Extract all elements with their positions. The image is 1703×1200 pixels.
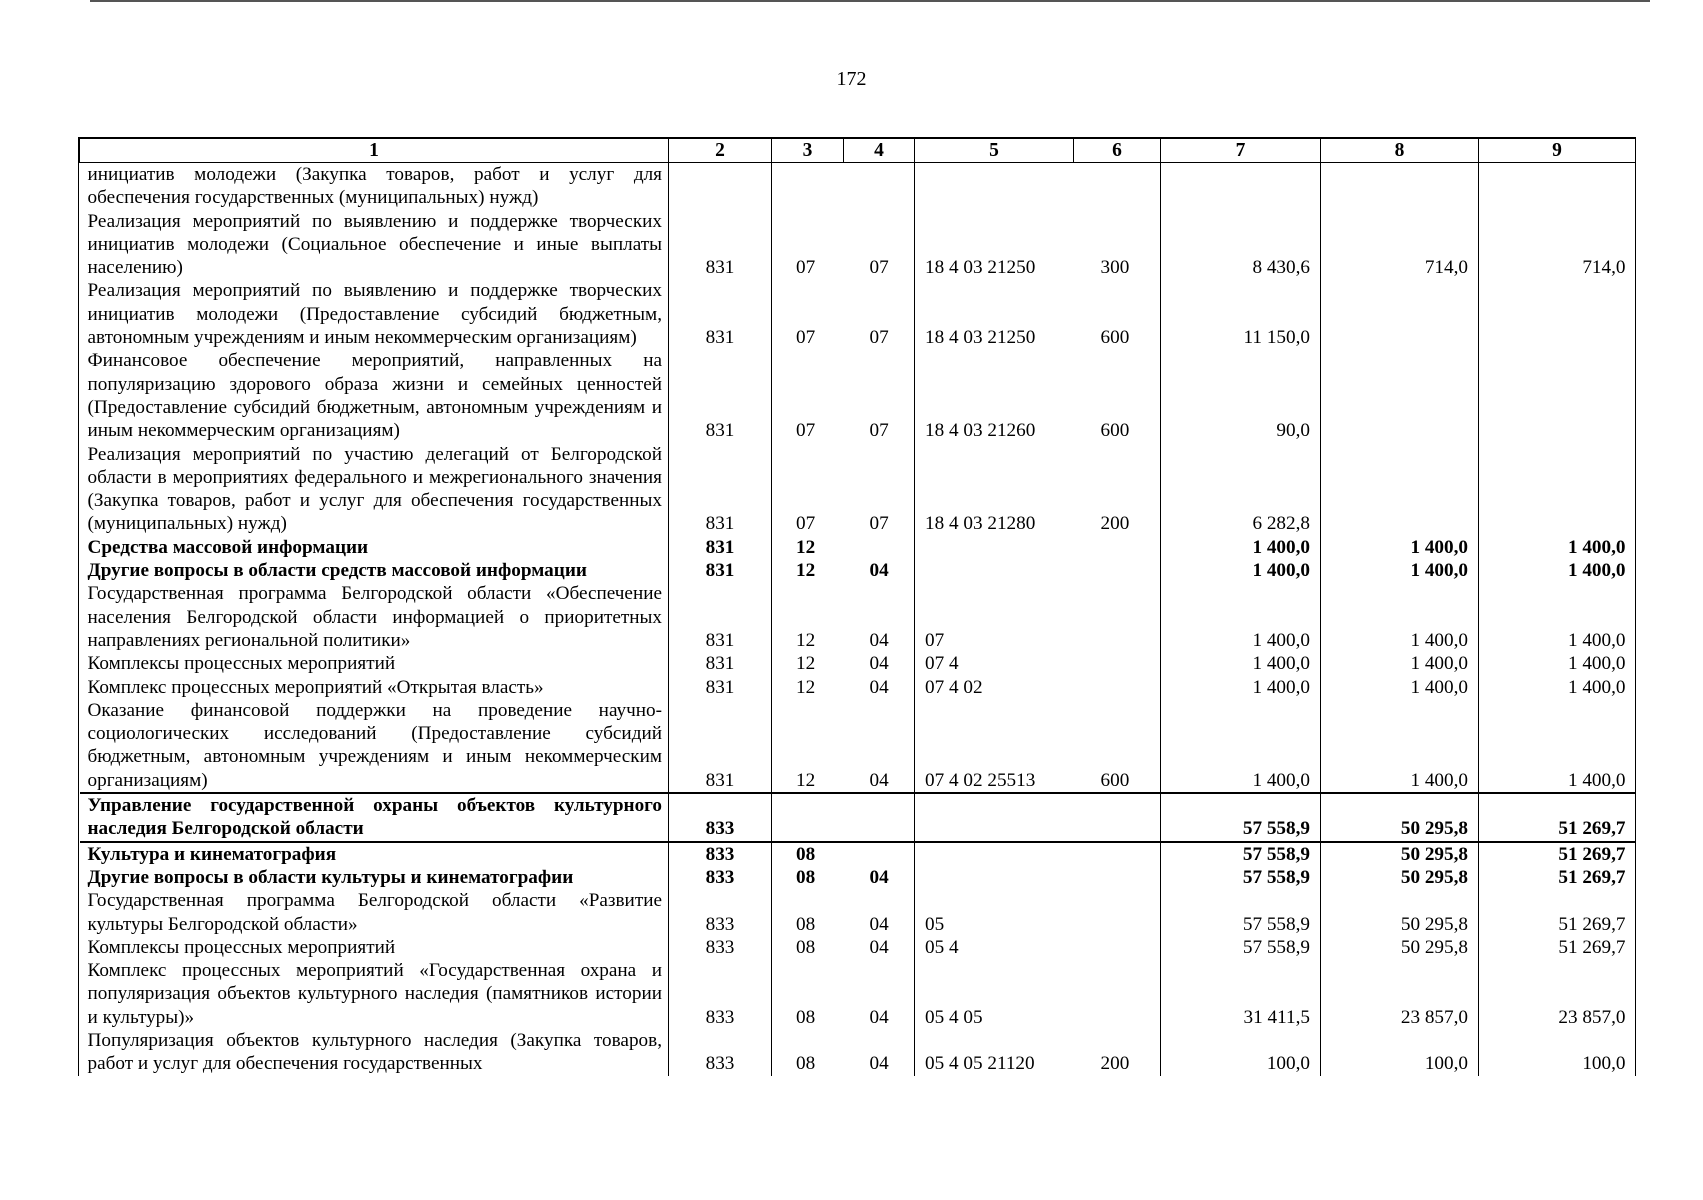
section-code-cell: 12 <box>772 536 844 559</box>
expense-type-code-cell <box>1074 676 1161 699</box>
amount-year-3-cell: 714,0 <box>1479 210 1636 280</box>
expense-type-code-cell <box>1074 889 1161 936</box>
subsection-code-cell: 04 <box>869 560 889 582</box>
table-row <box>80 536 1636 559</box>
amount-year-3-cell: 1 400,0 <box>1479 536 1636 559</box>
amount-year-2-cell: 50 295,8 <box>1321 842 1479 866</box>
target-article-code-cell: 18 4 03 21250 <box>915 210 1074 280</box>
amount-year-3-cell: 1 400,0 <box>1479 652 1636 675</box>
amount-year-3-cell: 51 269,7 <box>1479 866 1636 889</box>
table-row <box>80 279 1636 349</box>
target-article-code-cell: 05 <box>915 889 1074 936</box>
amount-year-1-cell: 6 282,8 <box>1161 443 1321 536</box>
section-code-cell: 12 <box>772 699 844 793</box>
table-row <box>80 163 1636 210</box>
section-code-cell: 07 <box>772 279 844 349</box>
page-number: 172 <box>836 68 867 90</box>
amount-year-3-cell: 51 269,7 <box>1479 842 1636 866</box>
grbs-code-cell: 831 <box>669 349 772 442</box>
amount-year-3-cell: 1 400,0 <box>1479 582 1636 652</box>
top-edge-line <box>90 0 1650 2</box>
amount-year-3-cell: 51 269,7 <box>1479 889 1636 936</box>
target-article-code-cell: 07 4 02 <box>915 676 1074 699</box>
target-article-code-cell: 18 4 03 21250 <box>915 279 1074 349</box>
expense-type-code-cell <box>1074 559 1161 582</box>
amount-year-1-cell: 11 150,0 <box>1161 279 1321 349</box>
table-row <box>80 582 1636 652</box>
section-code-cell: 08 <box>772 866 844 889</box>
amount-year-2-cell: 1 400,0 <box>1321 582 1479 652</box>
amount-year-1-cell: 100,0 <box>1161 1029 1321 1076</box>
amount-year-1-cell <box>1161 163 1321 210</box>
expense-type-code-cell: 200 <box>1100 513 1130 535</box>
section-code-cell: 08 <box>772 1029 844 1076</box>
subsection-code-cell: 04 <box>869 629 889 651</box>
target-article-code-cell: 18 4 03 21280 <box>915 443 1074 536</box>
subsection-code-cell: 07 <box>869 327 889 349</box>
subsection-code-cell <box>844 842 915 866</box>
grbs-code-cell: 831 <box>669 279 772 349</box>
amount-year-1-cell: 57 558,9 <box>1161 866 1321 889</box>
amount-year-3-cell: 51 269,7 <box>1479 793 1636 842</box>
subsection-code-cell: 04 <box>869 913 889 935</box>
grbs-code-cell: 831 <box>669 443 772 536</box>
table-row <box>80 676 1636 699</box>
subsection-code-cell: 07 <box>869 420 889 442</box>
amount-year-2-cell: 50 295,8 <box>1321 936 1479 959</box>
budget-table <box>79 138 1636 1076</box>
expense-type-code-cell: 600 <box>1100 327 1130 349</box>
column-header: 3 <box>772 139 844 163</box>
amount-year-1-cell: 1 400,0 <box>1161 676 1321 699</box>
column-header: 9 <box>1479 139 1636 163</box>
column-header: 2 <box>669 139 772 163</box>
column-number-header <box>80 139 1636 163</box>
table-row <box>80 443 1636 536</box>
section-code-cell: 07 <box>772 443 844 536</box>
subsection-code-cell: 04 <box>869 1053 889 1075</box>
section-code-cell: 08 <box>772 842 844 866</box>
item-name-cell: Реализация мероприятий по участию делегаций от Белгородской области в мероприятиях федерального и межрегионального значения (Закупка товаров, работ и услуг для обеспечения государственных (муниципальных) нужд) <box>87 443 662 535</box>
item-name-cell: Оказание финансовой поддержки на проведение научно-социологических исследований (Предоставление субсидий бюджетным, автономным учреждениям и иным некоммерческим организациям) <box>87 699 662 791</box>
item-name-cell: Популяризация объектов культурного наследия (Закупка товаров, работ и услуг для обеспечения государственных <box>87 1029 662 1075</box>
item-name-cell: инициатив молодежи (Закупка товаров, работ и услуг для обеспечения государственных (муниципальных) нужд) <box>87 164 662 209</box>
item-name-cell: Реализация мероприятий по выявлению и поддержке творческих инициатив молодежи (Предоставление субсидий бюджетным, автономным учреждениям и иным некоммерческим организациям) <box>87 280 662 349</box>
target-article-code-cell <box>915 842 1074 866</box>
grbs-code-cell: 833 <box>669 866 772 889</box>
item-name-cell: Государственная программа Белгородской области «Развитие культуры Белгородской области» <box>87 890 662 935</box>
column-header: 4 <box>844 139 915 163</box>
expense-type-code-cell <box>1074 652 1161 675</box>
grbs-code-cell <box>669 163 772 210</box>
amount-year-1-cell: 90,0 <box>1161 349 1321 442</box>
expense-type-code-cell: 200 <box>1100 1053 1130 1075</box>
amount-year-1-cell: 1 400,0 <box>1161 652 1321 675</box>
section-code-cell: 12 <box>772 582 844 652</box>
grbs-code-cell: 831 <box>669 699 772 793</box>
amount-year-2-cell: 1 400,0 <box>1321 652 1479 675</box>
subsection-code-cell: 07 <box>869 257 889 279</box>
item-name-cell: Управление государственной охраны объектов культурного наследия Белгородской области <box>80 793 669 842</box>
amount-year-3-cell <box>1479 163 1636 210</box>
expense-type-code-cell <box>1074 793 1161 842</box>
section-code-cell: 07 <box>772 210 844 280</box>
subsection-code-cell: 04 <box>869 676 889 698</box>
amount-year-2-cell: 50 295,8 <box>1321 889 1479 936</box>
subsection-code-cell: 04 <box>869 936 889 958</box>
expense-type-code-cell: 300 <box>1100 257 1130 279</box>
amount-year-2-cell: 50 295,8 <box>1321 866 1479 889</box>
expense-type-code-cell <box>1074 866 1161 889</box>
target-article-code-cell: 05 4 05 <box>915 959 1074 1029</box>
amount-year-2-cell <box>1321 163 1479 210</box>
amount-year-2-cell: 1 400,0 <box>1321 676 1479 699</box>
table-row <box>80 1029 1636 1076</box>
section-code-cell: 12 <box>772 676 844 699</box>
expense-type-code-cell <box>1074 536 1161 559</box>
expense-type-code-cell <box>1074 842 1161 866</box>
item-name-cell: Финансовое обеспечение мероприятий, направленных на популяризацию здорового образа жизни и семейных ценностей (Предоставление субсидий бюджетным, автономным учреждениям и иным некоммерческим организациям) <box>87 350 662 442</box>
grbs-code-cell: 833 <box>669 793 772 842</box>
column-header: 8 <box>1321 139 1479 163</box>
table-body <box>80 163 1636 1076</box>
table-row <box>80 936 1636 959</box>
amount-year-2-cell <box>1321 349 1479 442</box>
subsection-code-cell: 04 <box>869 769 889 791</box>
expense-type-code-cell: 600 <box>1100 420 1130 442</box>
grbs-code-cell: 831 <box>669 559 772 582</box>
amount-year-1-cell: 31 411,5 <box>1161 959 1321 1029</box>
target-article-code-cell <box>915 559 1074 582</box>
budget-table-container <box>78 137 1636 1076</box>
target-article-code-cell: 07 <box>915 582 1074 652</box>
target-article-code-cell <box>915 163 1074 210</box>
subsection-code-cell <box>844 536 915 559</box>
amount-year-1-cell: 8 430,6 <box>1161 210 1321 280</box>
amount-year-3-cell <box>1479 349 1636 442</box>
expense-type-code-cell: 600 <box>1100 769 1130 791</box>
section-code-cell: 12 <box>772 652 844 675</box>
amount-year-3-cell: 23 857,0 <box>1479 959 1636 1029</box>
amount-year-1-cell: 1 400,0 <box>1161 699 1321 793</box>
amount-year-3-cell: 51 269,7 <box>1479 936 1636 959</box>
amount-year-1-cell: 57 558,9 <box>1161 793 1321 842</box>
item-name-cell: Комплексы процессных мероприятий <box>87 653 396 675</box>
amount-year-2-cell <box>1321 279 1479 349</box>
grbs-code-cell: 833 <box>669 889 772 936</box>
grbs-code-cell: 831 <box>669 652 772 675</box>
target-article-code-cell: 07 4 <box>915 652 1074 675</box>
section-code-cell: 07 <box>772 349 844 442</box>
grbs-code-cell: 833 <box>669 1029 772 1076</box>
expense-type-code-cell <box>1074 959 1161 1029</box>
section-code-cell: 08 <box>772 936 844 959</box>
subsection-code-cell <box>844 793 915 842</box>
amount-year-2-cell: 1 400,0 <box>1321 536 1479 559</box>
amount-year-1-cell: 57 558,9 <box>1161 889 1321 936</box>
amount-year-2-cell: 1 400,0 <box>1321 559 1479 582</box>
amount-year-1-cell: 1 400,0 <box>1161 582 1321 652</box>
expense-type-code-cell <box>1074 936 1161 959</box>
target-article-code-cell <box>915 866 1074 889</box>
amount-year-3-cell: 1 400,0 <box>1479 559 1636 582</box>
table-row <box>80 349 1636 442</box>
table-row <box>80 210 1636 280</box>
subsection-code-cell: 07 <box>869 513 889 535</box>
target-article-code-cell: 18 4 03 21260 <box>915 349 1074 442</box>
item-name-cell: Комплексы процессных мероприятий <box>87 936 396 958</box>
grbs-code-cell: 831 <box>669 676 772 699</box>
amount-year-2-cell: 23 857,0 <box>1321 959 1479 1029</box>
column-header: 1 <box>80 139 669 163</box>
amount-year-2-cell: 100,0 <box>1321 1029 1479 1076</box>
item-name-cell: Комплекс процессных мероприятий «Открытая власть» <box>87 676 544 698</box>
grbs-code-cell: 831 <box>669 536 772 559</box>
grbs-code-cell: 831 <box>669 210 772 280</box>
column-header: 6 <box>1074 139 1161 163</box>
subsection-code-cell: 04 <box>869 653 889 675</box>
section-code-cell <box>772 163 844 210</box>
grbs-code-cell: 831 <box>669 582 772 652</box>
amount-year-3-cell: 1 400,0 <box>1479 699 1636 793</box>
subsection-code-cell: 04 <box>869 1006 889 1028</box>
target-article-code-cell: 05 4 05 21120 <box>915 1029 1074 1076</box>
target-article-code-cell: 05 4 <box>915 936 1074 959</box>
amount-year-3-cell: 1 400,0 <box>1479 676 1636 699</box>
expense-type-code-cell <box>1074 582 1161 652</box>
amount-year-1-cell: 57 558,9 <box>1161 936 1321 959</box>
table-row <box>80 866 1636 889</box>
amount-year-3-cell <box>1479 443 1636 536</box>
amount-year-3-cell: 100,0 <box>1479 1029 1636 1076</box>
amount-year-1-cell: 1 400,0 <box>1161 559 1321 582</box>
item-name-cell: Другие вопросы в области культуры и кинематографии <box>87 866 574 888</box>
table-row <box>80 842 1636 866</box>
grbs-code-cell: 833 <box>669 842 772 866</box>
section-code-cell: 08 <box>772 959 844 1029</box>
table-row <box>80 699 1636 793</box>
section-code-cell <box>772 793 844 842</box>
item-name-cell: Реализация мероприятий по выявлению и поддержке творческих инициатив молодежи (Социальное обеспечение и иные выплаты населению) <box>87 210 662 279</box>
amount-year-2-cell <box>1321 443 1479 536</box>
item-name-cell: Средства массовой информации <box>87 536 369 558</box>
item-name-cell: Другие вопросы в области средств массовой информации <box>87 560 587 582</box>
grbs-code-cell: 833 <box>669 936 772 959</box>
item-name-cell: Культура и кинематография <box>80 842 669 866</box>
amount-year-1-cell: 57 558,9 <box>1161 842 1321 866</box>
amount-year-3-cell <box>1479 279 1636 349</box>
section-code-cell: 08 <box>772 889 844 936</box>
table-row <box>80 889 1636 936</box>
expense-type-code-cell <box>1074 163 1161 210</box>
target-article-code-cell <box>915 793 1074 842</box>
amount-year-1-cell: 1 400,0 <box>1161 536 1321 559</box>
amount-year-2-cell: 714,0 <box>1321 210 1479 280</box>
table-row <box>80 652 1636 675</box>
column-header: 7 <box>1161 139 1321 163</box>
subsection-code-cell <box>844 163 915 210</box>
target-article-code-cell <box>915 536 1074 559</box>
amount-year-2-cell: 50 295,8 <box>1321 793 1479 842</box>
column-header: 5 <box>915 139 1074 163</box>
subsection-code-cell: 04 <box>869 866 889 888</box>
table-row <box>80 559 1636 582</box>
grbs-code-cell: 833 <box>669 959 772 1029</box>
item-name-cell: Комплекс процессных мероприятий «Государственная охрана и популяризация объектов культурного наследия (памятников истории и культуры)» <box>87 960 662 1028</box>
target-article-code-cell: 07 4 02 25513 <box>915 699 1074 793</box>
section-code-cell: 12 <box>772 559 844 582</box>
table-row <box>80 959 1636 1029</box>
table-row <box>80 793 1636 842</box>
item-name-cell: Государственная программа Белгородской области «Обеспечение населения Белгородской области информацией о приоритетных направлениях региональной политики» <box>87 583 662 651</box>
amount-year-2-cell: 1 400,0 <box>1321 699 1479 793</box>
